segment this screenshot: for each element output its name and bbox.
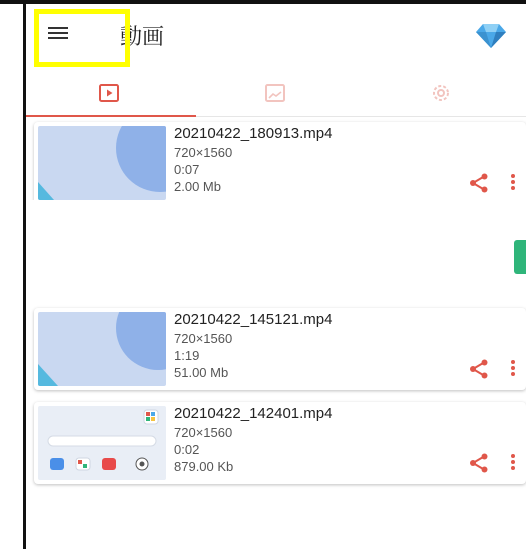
video-resolution: 720×1560 <box>174 331 233 346</box>
video-duration: 0:07 <box>174 162 200 177</box>
more-options-icon[interactable] <box>510 358 516 378</box>
settings-gear-icon <box>429 81 453 105</box>
diamond-icon[interactable] <box>474 18 508 52</box>
video-size: 879.00 Kb <box>174 459 234 474</box>
video-filename: 20210422_145121.mp4 <box>174 311 333 328</box>
video-filename: 20210422_142401.mp4 <box>174 405 333 422</box>
top-app-bar <box>26 4 526 66</box>
side-drawer-handle[interactable] <box>514 240 526 274</box>
more-options-icon[interactable] <box>510 452 516 472</box>
share-icon[interactable] <box>468 452 490 479</box>
video-list-item[interactable] <box>34 308 526 390</box>
video-size: 2.00 Mb <box>174 179 221 194</box>
video-thumbnail[interactable] <box>38 126 166 200</box>
active-tab-indicator <box>26 115 196 117</box>
video-thumbnail[interactable] <box>38 312 166 386</box>
image-icon <box>263 81 287 105</box>
video-size: 51.00 Mb <box>174 365 229 380</box>
more-options-icon[interactable] <box>510 172 516 192</box>
video-duration: 0:02 <box>174 442 200 457</box>
tab-images[interactable] <box>192 70 358 116</box>
video-duration: 1:19 <box>174 348 200 363</box>
video-resolution: 720×1560 <box>174 425 233 440</box>
tab-bar <box>26 70 526 117</box>
video-filename: 20210422_180913.mp4 <box>174 125 333 142</box>
video-resolution: 720×1560 <box>174 145 233 160</box>
app-window <box>26 4 526 549</box>
tab-settings[interactable] <box>358 70 524 116</box>
video-play-icon <box>97 81 121 105</box>
share-icon[interactable] <box>468 172 490 199</box>
share-icon[interactable] <box>468 358 490 385</box>
tab-videos[interactable] <box>26 70 192 116</box>
video-list-item[interactable] <box>34 122 526 204</box>
hamburger-menu-icon[interactable] <box>48 24 74 44</box>
video-list-item[interactable] <box>34 402 526 484</box>
video-thumbnail[interactable] <box>38 406 166 480</box>
blank-region <box>26 200 526 312</box>
page-title: 動画 <box>120 24 165 49</box>
